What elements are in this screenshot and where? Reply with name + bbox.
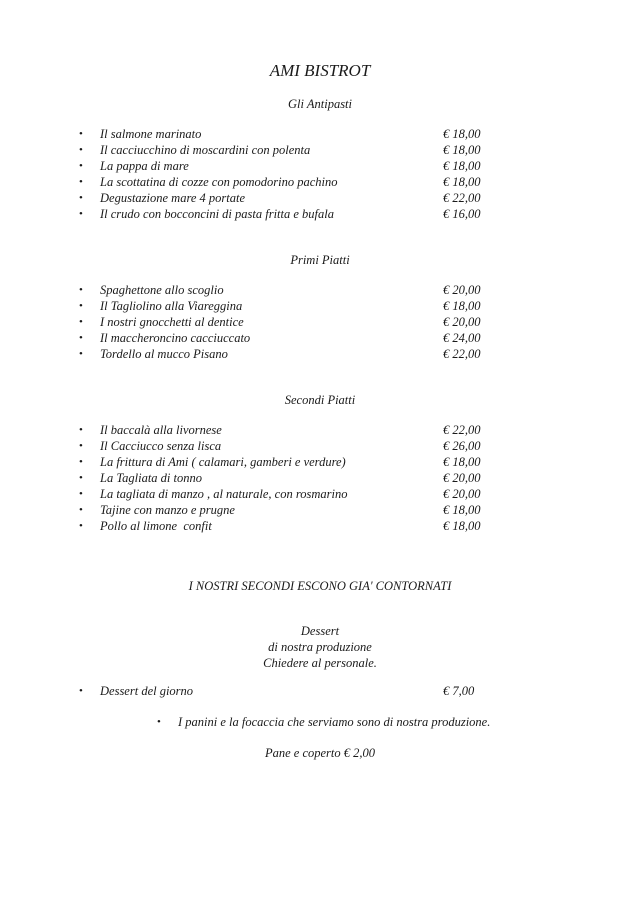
bullet-icon: • [79, 488, 83, 500]
section-heading-antipasti: Gli Antipasti [287, 97, 352, 111]
menu-item [0, 206, 640, 222]
primi-list [0, 282, 640, 362]
menu-item [0, 683, 640, 699]
item-name: Pollo al limone confit [100, 519, 212, 533]
menu-item [0, 190, 640, 206]
item-name: La tagliata di manzo , al naturale, con rosmarino [100, 487, 348, 501]
menu-item [0, 330, 640, 346]
bullet-icon: • [79, 685, 83, 697]
item-price: € 18,00 [443, 159, 481, 173]
dessert-heading: Dessert [300, 624, 340, 638]
bullet-icon: • [79, 300, 83, 312]
secondi-note: I NOSTRI SECONDI ESCONO GIA' CONTORNATI [188, 579, 452, 593]
secondi-list [0, 422, 640, 534]
item-price: € 18,00 [443, 143, 481, 157]
bread-note [0, 714, 640, 730]
item-price: € 22,00 [443, 191, 481, 205]
bread-note-text: I panini e la focaccia che serviamo sono di nostra produzione. [178, 715, 491, 729]
bullet-icon: • [79, 128, 83, 140]
item-name: Il Cacciucco senza lisca [100, 439, 222, 453]
item-price: € 18,00 [443, 503, 481, 517]
bullet-icon: • [79, 176, 83, 188]
item-name: Spaghettone allo scoglio [100, 283, 224, 297]
menu-item [0, 126, 640, 142]
item-price: € 20,00 [443, 283, 481, 297]
dessert-line-2: Chiedere al personale. [263, 656, 377, 670]
item-price: € 7,00 [443, 684, 475, 698]
menu-item [0, 454, 640, 470]
item-name: La pappa di mare [100, 159, 189, 173]
section-heading-secondi: Secondi Piatti [284, 393, 356, 407]
item-price: € 22,00 [443, 423, 481, 437]
bullet-icon: • [79, 144, 83, 156]
item-name: Tajine con manzo e prugne [100, 503, 235, 517]
item-name: Tordello al mucco Pisano [100, 347, 228, 361]
bullet-icon: • [79, 504, 83, 516]
bullet-icon: • [79, 424, 83, 436]
bullet-icon: • [79, 348, 83, 360]
bullet-icon: • [79, 208, 83, 220]
item-name: Il cacciucchino di moscardini con polenta [100, 143, 311, 157]
item-price: € 20,00 [443, 315, 481, 329]
item-name: Il crudo con bocconcini di pasta fritta e bufala [100, 207, 334, 221]
item-price: € 18,00 [443, 127, 481, 141]
item-price: € 24,00 [443, 331, 481, 345]
menu-item [0, 142, 640, 158]
item-name: La frittura di Ami ( calamari, gamberi e verdure) [100, 455, 346, 469]
item-price: € 26,00 [443, 439, 481, 453]
menu-item [0, 518, 640, 534]
menu-item [0, 174, 640, 190]
item-name: La scottatina di cozze con pomodorino pachino [100, 175, 338, 189]
item-price: € 18,00 [443, 299, 481, 313]
section-heading-primi: Primi Piatti [290, 253, 350, 267]
bullet-icon: • [79, 332, 83, 344]
antipasti-list [0, 126, 640, 222]
item-name: Il maccheroncino cacciuccato [100, 331, 251, 345]
item-name: Il Tagliolino alla Viareggina [100, 299, 243, 313]
item-price: € 18,00 [443, 175, 481, 189]
bullet-icon: • [79, 520, 83, 532]
dessert-list [0, 683, 640, 699]
bullet-icon: • [79, 316, 83, 328]
menu-item [0, 438, 640, 454]
menu-item [0, 470, 640, 486]
item-name: La Tagliata di tonno [100, 471, 202, 485]
menu-item [0, 298, 640, 314]
bullet-icon: • [79, 192, 83, 204]
item-price: € 20,00 [443, 487, 481, 501]
bullet-icon: • [79, 472, 83, 484]
item-name: Il baccalà alla livornese [100, 423, 222, 437]
bullet-icon: • [79, 284, 83, 296]
menu-item [0, 502, 640, 518]
item-price: € 16,00 [443, 207, 481, 221]
bullet-icon: • [79, 160, 83, 172]
menu-item [0, 486, 640, 502]
item-name: Dessert del giorno [100, 684, 194, 698]
menu-item [0, 314, 640, 330]
menu-item [0, 282, 640, 298]
dessert-block [0, 623, 640, 671]
bullet-icon: • [79, 456, 83, 468]
item-price: € 20,00 [443, 471, 481, 485]
restaurant-title: AMI BISTROT [269, 61, 371, 80]
dessert-line-1: di nostra produzione [268, 640, 372, 654]
item-price: € 18,00 [443, 455, 481, 469]
item-name: I nostri gnocchetti al dentice [100, 315, 244, 329]
item-name: Il salmone marinato [100, 127, 202, 141]
menu-item [0, 346, 640, 362]
item-price: € 18,00 [443, 519, 481, 533]
menu-item [0, 422, 640, 438]
item-name: Degustazione mare 4 portate [100, 191, 246, 205]
bullet-icon: • [79, 440, 83, 452]
bullet-icon: • [157, 716, 161, 728]
menu-item [0, 158, 640, 174]
cover-charge: Pane e coperto € 2,00 [264, 746, 376, 760]
item-price: € 22,00 [443, 347, 481, 361]
